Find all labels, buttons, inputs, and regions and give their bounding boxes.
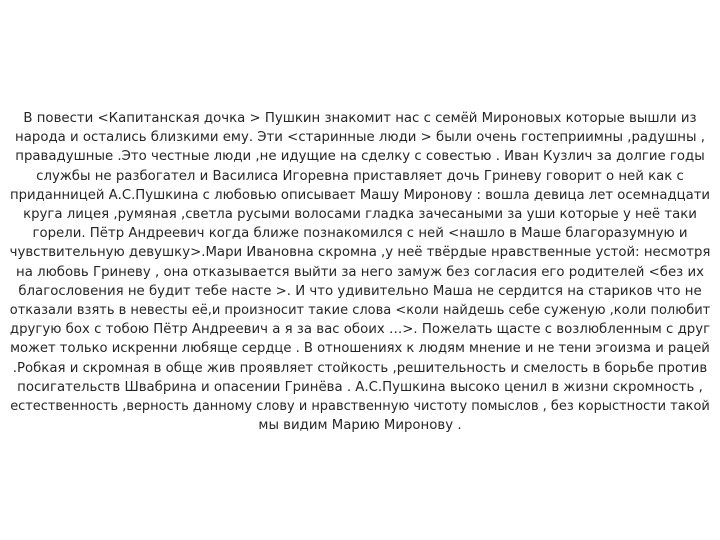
- paragraph-line: посигательств Швабрина и опасении Гринёва . А.С.Пушкина высоко ценил в жизни скромность ,: [17, 379, 703, 395]
- essay-paragraph: [8, 109, 712, 435]
- paragraph-line: чувствительную девушку>.Мари Ивановна скромна ,у неё твёрдые нравственные устой: несмотря: [9, 245, 711, 261]
- paragraph-line: может только искренни любяще сердце . В отношениях к людям мнение и не тени эгоизма и рацей: [10, 341, 710, 357]
- paragraph-line: приданницей А.С.Пушкина с любовью описывает Машу Миронову : вошла девица лет осемнадцати: [9, 187, 711, 203]
- paragraph-line: мы видим Марию Миронову .: [258, 418, 462, 434]
- paragraph-line: .Робкая и скромная в обще жив проявляет стойкость ,решительность и смелость в борьбе против: [12, 360, 708, 376]
- paragraph-line: естественность ,верность данному слову и нравственную чистоту помыслов , без корыстности такой: [10, 399, 710, 415]
- paragraph-line: на любовь Гриневу , она отказывается выйти за него замуж без согласия его родителей <без их: [16, 264, 704, 280]
- paragraph-line: народа и остались близкими ему. Эти <старинные люди > были очень гостеприимны ,радушны ,: [15, 130, 705, 146]
- paragraph-line: отказали взять в невесты её,и произносит такие слова <коли найдешь себе суженую ,коли полюбит: [9, 303, 711, 319]
- paragraph-line: В повести <Капитанская дочка > Пушкин знакомит нас с семёй Мироновых которые вышли из: [23, 111, 697, 126]
- paragraph-line: правадушные .Это честные люди ,не идущие на сделку с совестью . Иван Кузлич за долгие годы: [15, 149, 705, 165]
- paragraph-line: круга лицея ,румяная ,светла русыми волосами гладка зачесаными за уши которые у неё таки: [23, 207, 697, 223]
- paragraph-line: благословения не будит тебе насте >. И что удивительно Маша не сердится на стариков что не: [18, 283, 702, 299]
- paragraph-line: горели. Пётр Андреевич когда ближе познакомился с ней <нашло в Маше благоразумную и: [32, 226, 688, 242]
- paragraph-line: службы не разбогател и Василиса Игоревна приставляет дочь Гриневу говорит о ней как с: [36, 168, 684, 184]
- paragraph-line: другую бох с тобою Пётр Андреевич а я за вас обоих …>. Пожелать щасте с возлюбленным с друг: [9, 322, 711, 338]
